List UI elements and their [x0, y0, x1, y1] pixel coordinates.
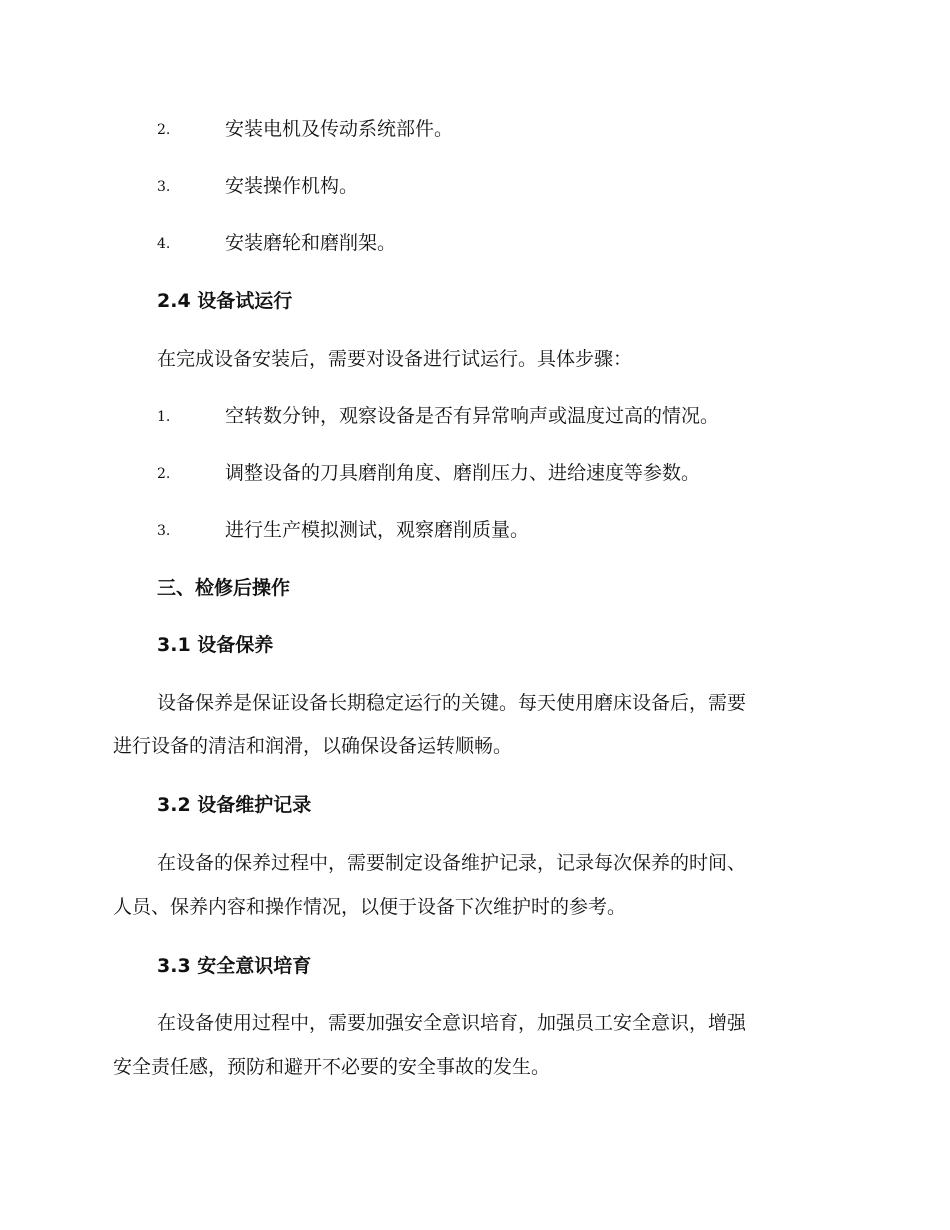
section-3-1-paragraph-line-1: 设备保养是保证设备长期稳定运行的关键。每天使用磨床设备后，需要 [157, 692, 747, 714]
list-item-number: 3. [157, 179, 171, 195]
step-text: 空转数分钟，观察设备是否有异常响声或温度过高的情况。 [225, 405, 720, 427]
section-heading-2-4: 2.4 设备试运行 [157, 290, 293, 312]
section-2-4-intro: 在完成设备安装后，需要对设备进行试运行。具体步骤： [157, 348, 633, 370]
step-number: 1. [157, 409, 171, 425]
section-3-2-paragraph-line-2: 人员、保养内容和操作情况，以便于设备下次维护时的参考。 [113, 896, 627, 918]
list-item-text: 安装电机及传动系统部件。 [225, 118, 454, 140]
section-3-1-paragraph-line-2: 进行设备的清洁和润滑，以确保设备运转顺畅。 [113, 735, 513, 757]
section-heading-3-1: 3.1 设备保养 [157, 634, 274, 656]
step-text: 进行生产模拟测试，观察磨削质量。 [225, 519, 530, 541]
section-3-3-paragraph-line-1: 在设备使用过程中，需要加强安全意识培育，加强员工安全意识，增强 [157, 1012, 747, 1034]
list-item-text: 安装磨轮和磨削架。 [225, 232, 397, 254]
section-heading-3-3: 3.3 安全意识培育 [157, 955, 312, 977]
step-text: 调整设备的刀具磨削角度、磨削压力、进给速度等参数。 [225, 462, 701, 484]
list-item-text: 安装操作机构。 [225, 175, 359, 197]
list-item-number: 4. [157, 236, 171, 252]
section-3-2-paragraph-line-1: 在设备的保养过程中，需要制定设备维护记录，记录每次保养的时间、 [157, 852, 747, 874]
section-heading-3-2: 3.2 设备维护记录 [157, 794, 312, 816]
section-3-3-paragraph-line-2: 安全责任感，预防和避开不必要的安全事故的发生。 [113, 1056, 551, 1078]
step-number: 3. [157, 523, 171, 539]
step-number: 2. [157, 466, 171, 482]
chapter-heading-3: 三、检修后操作 [157, 577, 291, 599]
list-item-number: 2. [157, 122, 171, 138]
